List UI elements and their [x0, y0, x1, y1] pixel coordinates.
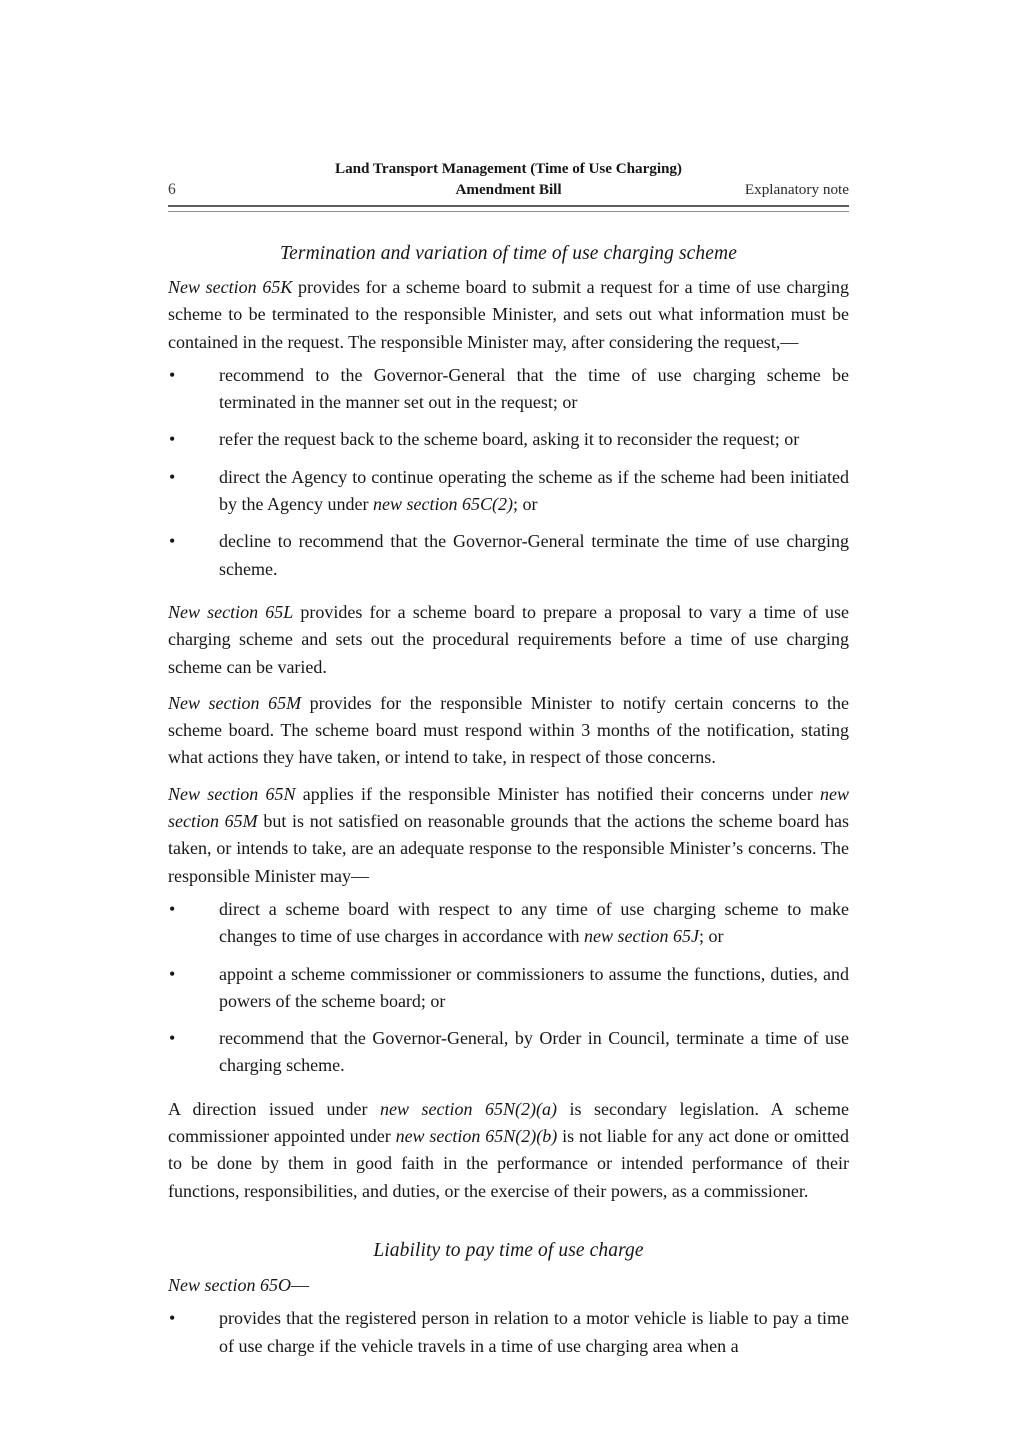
- section-reference-65L: New section 65L: [168, 601, 294, 622]
- list-item-text: recommend to the Governor-General that the time of use charging scheme be terminated in the manner set out in the request; or: [219, 364, 849, 413]
- block-spacer: [168, 1088, 849, 1096]
- section-reference-65J: new section 65J: [584, 926, 700, 947]
- page-number: 6: [168, 181, 176, 198]
- section-reference-65O: New section 65O: [168, 1274, 291, 1295]
- section-reference-65M: New section 65M: [168, 692, 302, 713]
- running-header-title-line1: Land Transport Management (Time of Use Charging): [335, 160, 682, 177]
- block-spacer: [168, 591, 849, 599]
- list-item: [168, 464, 849, 519]
- bullet-list-65N: [168, 896, 849, 1080]
- list-item-text-before: direct a scheme board with respect to any time of use charging scheme to make changes to time of use charges in accordance with: [219, 898, 849, 947]
- list-item-text: refer the request back to the scheme board, asking it to reconsider the request; or: [219, 429, 800, 450]
- section-reference-65N2b: new section 65N(2)(b): [395, 1126, 558, 1147]
- bullet-icon: •: [169, 1308, 176, 1329]
- list-item-text: [219, 464, 849, 519]
- paragraph-direction-text-3: is not liable for any act done or omitted to be done by them in good faith in the performance or intended performance of their functions, responsibilities, and duties, or the exercise of their powers, as a commissioner.: [168, 1126, 850, 1201]
- list-item: [168, 1305, 849, 1360]
- section-reference-65K: New section 65K: [168, 277, 293, 297]
- bullet-icon: •: [169, 898, 176, 919]
- paragraph-65N-text-mid: applies if the responsible Minister has notified their concerns under: [295, 783, 820, 804]
- bullet-icon: •: [169, 429, 176, 450]
- list-item-text-before: direct the Agency to continue operating the scheme as if the scheme had been initiated by the Agency under: [219, 466, 849, 515]
- list-item-text-after: ; or: [512, 494, 538, 515]
- running-header: [168, 158, 849, 202]
- bullet-list-65O: [168, 1305, 849, 1360]
- running-header-section-label: Explanatory note: [744, 181, 849, 198]
- cross-heading-liability: Liability to pay time of use charge: [373, 1239, 644, 1261]
- paragraph-new-section-65N: [168, 781, 849, 890]
- list-item-text: appoint a scheme commissioner or commissioners to assume the functions, duties, and powers of the scheme board; or: [219, 963, 849, 1011]
- paragraph-new-section-65M: [168, 690, 849, 772]
- bullet-list-65K: [168, 362, 849, 583]
- list-item: [168, 896, 849, 951]
- paragraph-new-section-65O: [168, 1272, 849, 1299]
- section-reference-65N: New section 65N: [168, 783, 296, 804]
- running-header-title-line2: Amendment Bill: [455, 181, 562, 198]
- paragraph-65O-text: —: [291, 1274, 309, 1295]
- list-item-text: recommend that the Governor-General, by Order in Council, terminate a time of use charging scheme.: [219, 1028, 849, 1076]
- section-reference-65M-inline: new section 65M: [168, 783, 849, 832]
- paragraph-new-section-65K: [168, 274, 849, 356]
- text-column: [168, 158, 849, 1368]
- section-reference-65C2: new section 65C(2): [372, 494, 513, 515]
- bullet-icon: •: [169, 963, 176, 984]
- list-item: [168, 528, 849, 583]
- list-item-text: provides that the registered person in relation to a motor vehicle is liable to pay a time of use charge if the vehicle travels in a time of use charging area when a: [219, 1308, 849, 1356]
- paragraph-65N-text: but is not satisfied on reasonable grounds that the actions the scheme board has taken, or intends to take, are an adequate response to the responsible Minister’s concerns. The responsible Minister may—: [168, 811, 850, 886]
- list-item: [168, 961, 849, 1016]
- bullet-icon: •: [169, 466, 176, 487]
- section-reference-65N2a: new section 65N(2)(a): [380, 1098, 557, 1119]
- list-item-text: decline to recommend that the Governor-General terminate the time of use charging scheme.: [219, 531, 849, 579]
- paragraph-direction-text-1: A direction issued under: [168, 1098, 381, 1119]
- cross-heading-termination: Termination and variation of time of use charging scheme: [280, 243, 737, 264]
- list-item-text: [219, 896, 849, 951]
- paragraph-direction-text-2: is secondary legislation. A scheme commissioner appointed under: [168, 1098, 849, 1147]
- paragraph-direction-secondary-legislation: [168, 1096, 849, 1205]
- paragraph-65K-text: provides for a scheme board to submit a request for a time of use charging scheme to be terminated to the responsible Minister, and sets out what information must be contained in the request. The responsible Minister may, after considering the request,—: [168, 277, 849, 352]
- list-item: [168, 426, 849, 453]
- list-item-text-after: ; or: [699, 926, 724, 947]
- bullet-icon: •: [169, 364, 176, 385]
- header-rule: [168, 205, 849, 212]
- paragraph-65M-text: provides for the responsible Minister to notify certain concerns to the scheme board. The scheme board must respond within 3 months of the notification, stating what actions they have taken, or intend to take, in respect of those concerns.: [168, 692, 850, 768]
- bullet-icon: •: [169, 1028, 176, 1049]
- list-item: [168, 1025, 849, 1080]
- bullet-icon: •: [169, 531, 176, 552]
- paragraph-new-section-65L: [168, 599, 849, 681]
- list-item: [168, 362, 849, 417]
- paragraph-65L-text: provides for a scheme board to prepare a proposal to vary a time of use charging scheme and sets out the procedural requirements before a time of use charging scheme can be varied.: [168, 601, 849, 677]
